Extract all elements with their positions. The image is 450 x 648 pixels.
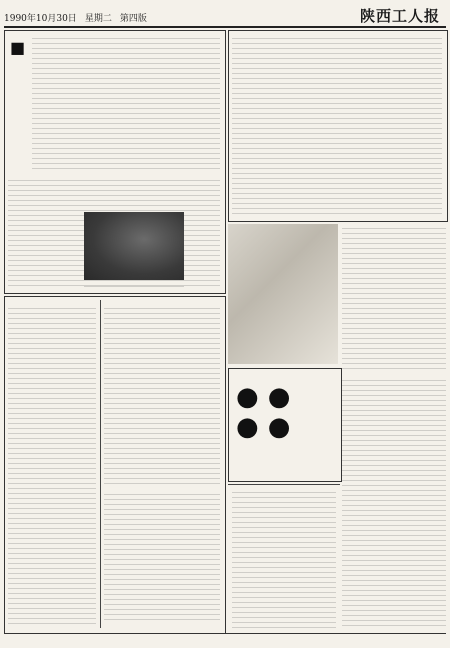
article-text-right-bottom-a	[342, 376, 446, 628]
issue-weekday: 星期二	[84, 14, 112, 24]
article-text-left-top	[32, 34, 220, 172]
article-headline-glyph: ■	[10, 38, 26, 57]
calligraphy-glyphs: ● ● ● ●	[236, 382, 291, 442]
issue-page-number: 第四版	[119, 14, 147, 24]
photo-caption-left	[84, 282, 184, 290]
newspaper-page	[4, 4, 446, 644]
article-text-left-bottom-a	[8, 304, 96, 624]
artwork-right	[228, 224, 338, 364]
photo-left	[84, 212, 184, 280]
column-divider	[100, 300, 101, 628]
article-text-left-bottom-c	[104, 490, 220, 624]
article-text-right-mid	[342, 224, 446, 372]
page-footer	[4, 633, 446, 644]
row-divider	[228, 484, 340, 485]
masthead	[4, 4, 446, 28]
masthead-meta	[4, 11, 147, 26]
article-text-right-bottom-b	[232, 488, 336, 628]
article-text-right-top	[232, 34, 442, 216]
article-text-left-bottom-b	[104, 304, 220, 484]
issue-date: 1990年10月30日	[4, 14, 77, 24]
paper-name: 陕西工人报	[359, 7, 440, 25]
